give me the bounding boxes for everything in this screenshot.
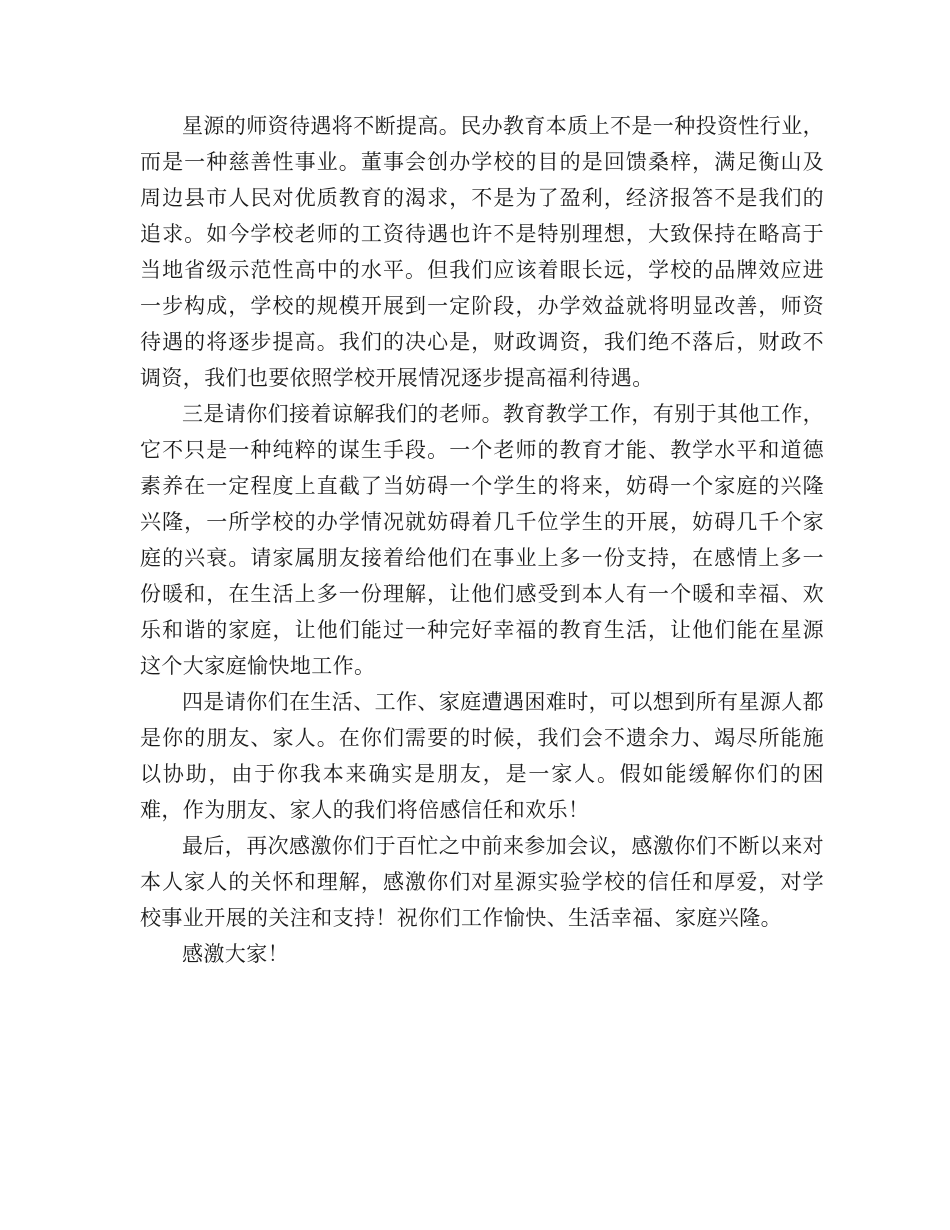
- paragraph-teacher-salary: 星源的师资待遇将不断提高。民办教育本质上不是一种投资性行业，而是一种慈善性事业。董事会创办学校的目的是回馈桑梓，满足衡山及周边县市人民对优质教育的渴求，不是为了盈利，经济报答不是我们的追求。如今学校老师的工资待遇也许不是特别理想，大致保持在略高于当地省级示范性高中的水平。但我们应该着眼长远，学校的品牌效应进一步构成，学校的规模开展到一定阶段，办学效益就将明显改善，师资待遇的将逐步提高。我们的决心是，财政调资，我们绝不落后，财政不调资，我们也要依照学校开展情况逐步提高福利待遇。: [140, 114, 824, 390]
- paragraph-thank-everyone: 感激大家！: [182, 942, 289, 966]
- paragraph-understand-teachers: 三是请你们接着谅解我们的老师。教育教学工作，有别于其他工作，它不只是一种纯粹的谋生手段。一个老师的教育才能、教学水平和道德素养在一定程度上直截了当妨碍一个学生的将来，妨碍一个家庭的兴隆兴隆，一所学校的办学情况就妨碍着几千位学生的开展，妨碍几千个家庭的兴衰。请家属朋友接着给他们在事业上多一份支持，在感情上多一份暖和，在生活上多一份理解，让他们感受到本人有一个暖和幸福、欢乐和谐的家庭，让他们能过一种完好幸福的教育生活，让他们能在星源这个大家庭愉快地工作。: [140, 402, 824, 678]
- paragraph-closing-thanks: 最后，再次感激你们于百忙之中前来参加会议，感激你们不断以来对本人家人的关怀和理解，感激你们对星源实验学校的信任和厚爱，对学校事业开展的关注和支持！祝你们工作愉快、生活幸福、家庭兴隆。: [140, 834, 824, 930]
- document-body: [140, 108, 824, 972]
- paragraph-help-in-difficulty: 四是请你们在生活、工作、家庭遭遇困难时，可以想到所有星源人都是你的朋友、家人。在你们需要的时候，我们会不遗余力、竭尽所能施以协助，由于你我本来确实是朋友，是一家人。假如能缓解你们的困难，作为朋友、家人的我们将倍感信任和欢乐！: [140, 690, 824, 822]
